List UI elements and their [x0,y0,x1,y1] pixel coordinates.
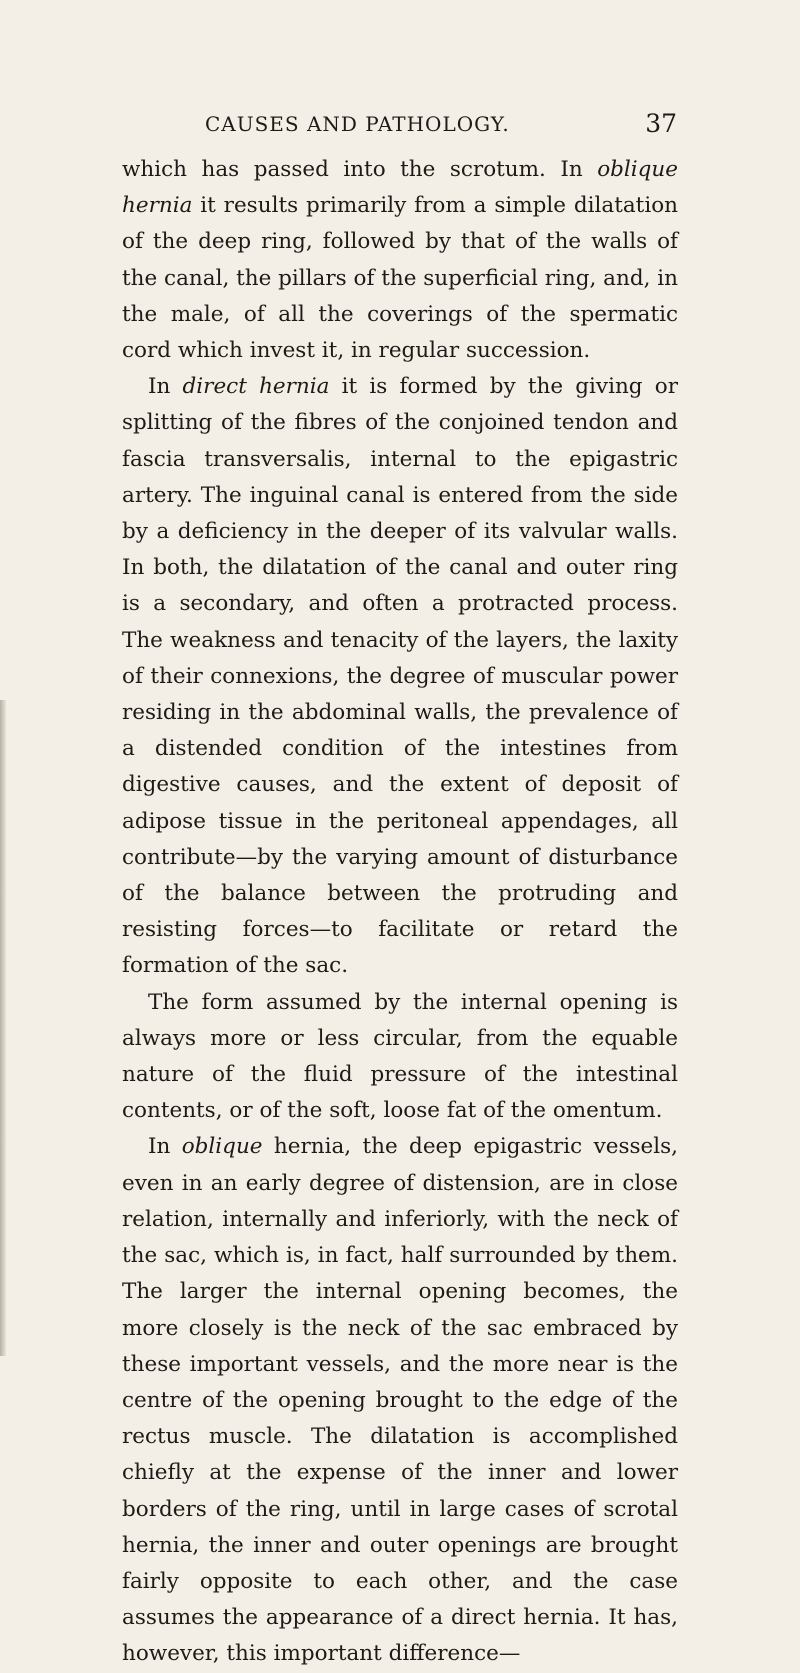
page-header [205,109,677,146]
page-number: 37 [645,109,677,138]
running-head: CAUSES AND PATHOLOGY. [205,112,510,136]
paragraph-2 [122,369,678,984]
text-run: it is formed by the giving or splitting of the fibres of the conjoined tendon and fascia transversalis, internal to the epigastric artery. The inguinal canal is entered from the side by a deficiency in the deeper of its valvular walls. In both, the dilatation of the canal and outer ring is a secondary, and often a protracted process. The weakness and tenacity of the layers, the laxity of their connexions, the degree of muscular power residing in the abdominal walls, the prevalence of a distended condition of the intestines from digestive causes, and the extent of deposit of adipose tissue in the peritoneal appendages, all contribute—by the varying amount of disturbance of the balance between the protruding and resisting forces—to facilitate or retard the formation of the sac. [122,374,678,979]
paragraph-1 [122,152,678,369]
text-run: The form assumed by the internal opening is always more or less circular, from the equable nature of the fluid pressure of the intestinal contents, or of the soft, loose fat of the omentum. [122,989,678,1124]
page-edge-shadow [0,700,6,1356]
paragraph-3 [122,985,678,1130]
text-run: which has passed into the scrotum. In [122,157,598,182]
text-run: In [148,1134,182,1160]
paragraph-4 [122,1129,678,1672]
text-run: it results primarily from a simple dilatation of the deep ring, followed by that of the walls of the canal, the pillars of the superficial ring, and, in the male, of all the coverings of the spermatic cord which invest it, in regular succession. [122,193,678,364]
text-run: hernia, the deep epigastric vessels, even in an early degree of distension, are in close relation, internally and inferiorly, with the neck of the sac, which is, in fact, half surrounded by them. The larger the internal opening becomes, the more closely is the neck of the sac embraced by these important vessels, and the more near is the centre of the opening brought to the edge of the rectus muscle. The dilatation is accomplished chiefly at the expense of the inner and lower borders of the ring, until in large cases of scrotal hernia, the inner and outer openings are brought fairly opposite to each other, and the case assumes the appearance of a direct hernia. It has, however, this important difference— [122,1134,678,1667]
italic-term: oblique hernia [122,157,678,219]
italic-term: oblique [181,1134,263,1160]
italic-term: direct hernia [182,374,330,400]
body-text [122,152,678,1673]
text-run: In [148,374,183,400]
